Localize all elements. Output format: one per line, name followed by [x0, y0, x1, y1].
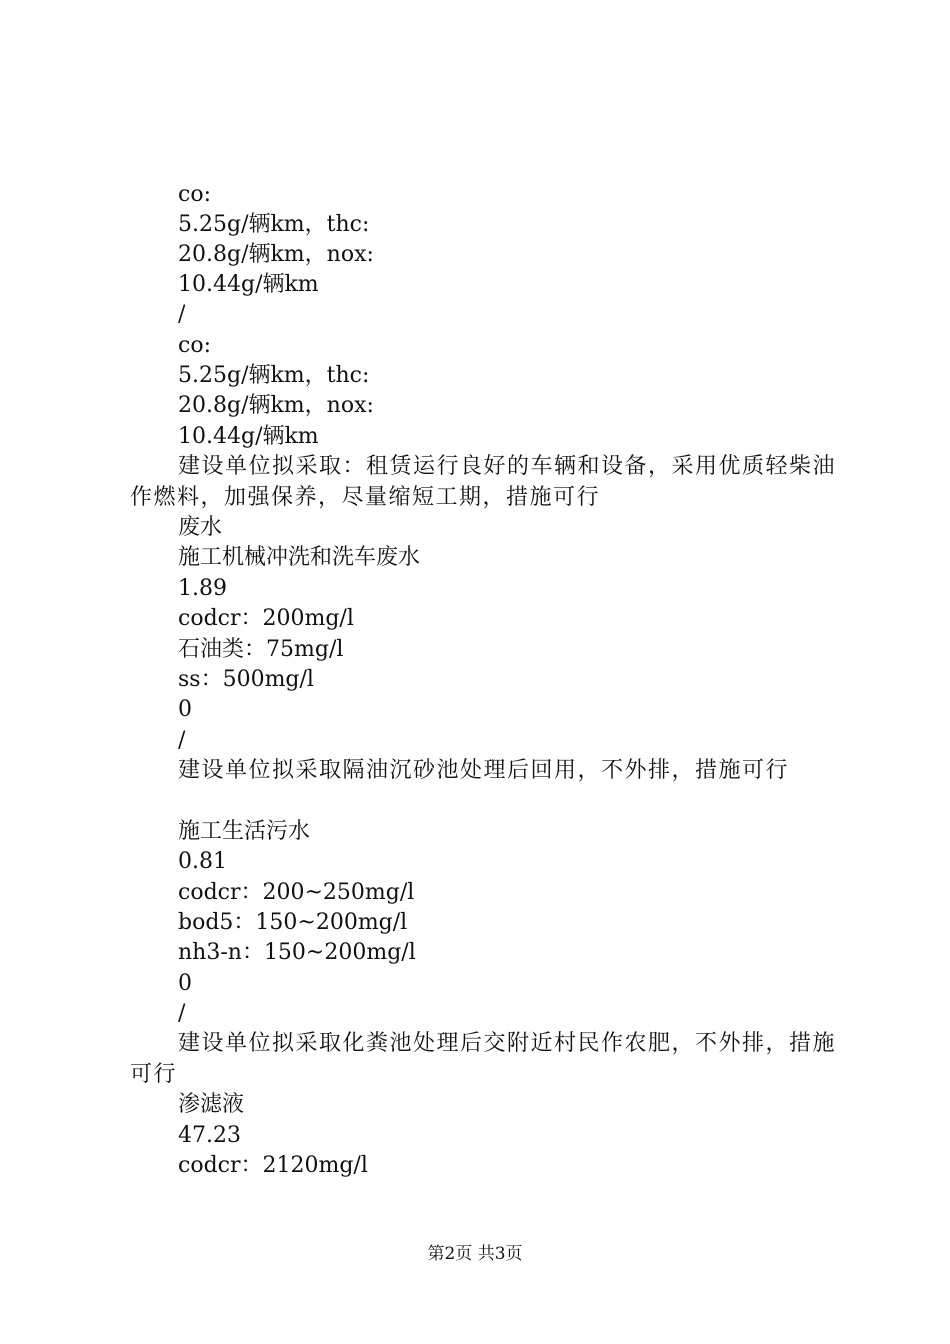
text-line: 0.81 [178, 849, 227, 874]
text-line: 废水 [178, 515, 223, 540]
text-line: / [178, 728, 186, 753]
text-line: 渗滤液 [178, 1092, 245, 1117]
text-line: bod5：150~200mg/l [178, 910, 408, 935]
text-line: 10.44g/辆km [178, 272, 319, 297]
text-line: 0 [178, 697, 192, 722]
text-line: codcr：200~250mg/l [178, 880, 415, 905]
text-line: 施工机械冲洗和洗车废水 [178, 545, 421, 570]
text-line: co: [178, 333, 211, 358]
text-line: 20.8g/辆km，nox: [178, 393, 374, 418]
text-paragraph: 建设单位拟采取隔油沉砂池处理后回用，不外排，措施可行 [178, 758, 790, 783]
text-line: 47.23 [178, 1123, 241, 1148]
text-line: 5.25g/辆km，thc: [178, 363, 370, 388]
text-line: 20.8g/辆km，nox: [178, 242, 374, 267]
text-line: / [178, 302, 186, 327]
text-line: 0 [178, 971, 192, 996]
text-line: 施工生活污水 [178, 819, 311, 844]
text-paragraph: 建设单位拟采取化粪池处理后交附近村民作农肥，不外排，措施可行 [130, 1031, 837, 1087]
text-line: 1.89 [178, 576, 227, 601]
text-line: codcr：2120mg/l [178, 1153, 368, 1178]
page-footer: 第2页 共3页 [427, 1244, 523, 1264]
text-line: / [178, 1001, 186, 1026]
text-line: 石油类：75mg/l [178, 637, 344, 662]
text-line: co: [178, 182, 211, 207]
text-line: nh3-n：150~200mg/l [178, 940, 416, 965]
text-line: ss：500mg/l [178, 667, 314, 692]
text-line: 10.44g/辆km [178, 424, 319, 449]
text-paragraph: 建设单位拟采取：租赁运行良好的车辆和设备，采用优质轻柴油作燃料，加强保养，尽量缩短工期，措施可行 [130, 454, 837, 510]
text-line: 5.25g/辆km，thc: [178, 212, 370, 237]
text-line: codcr：200mg/l [178, 606, 354, 631]
